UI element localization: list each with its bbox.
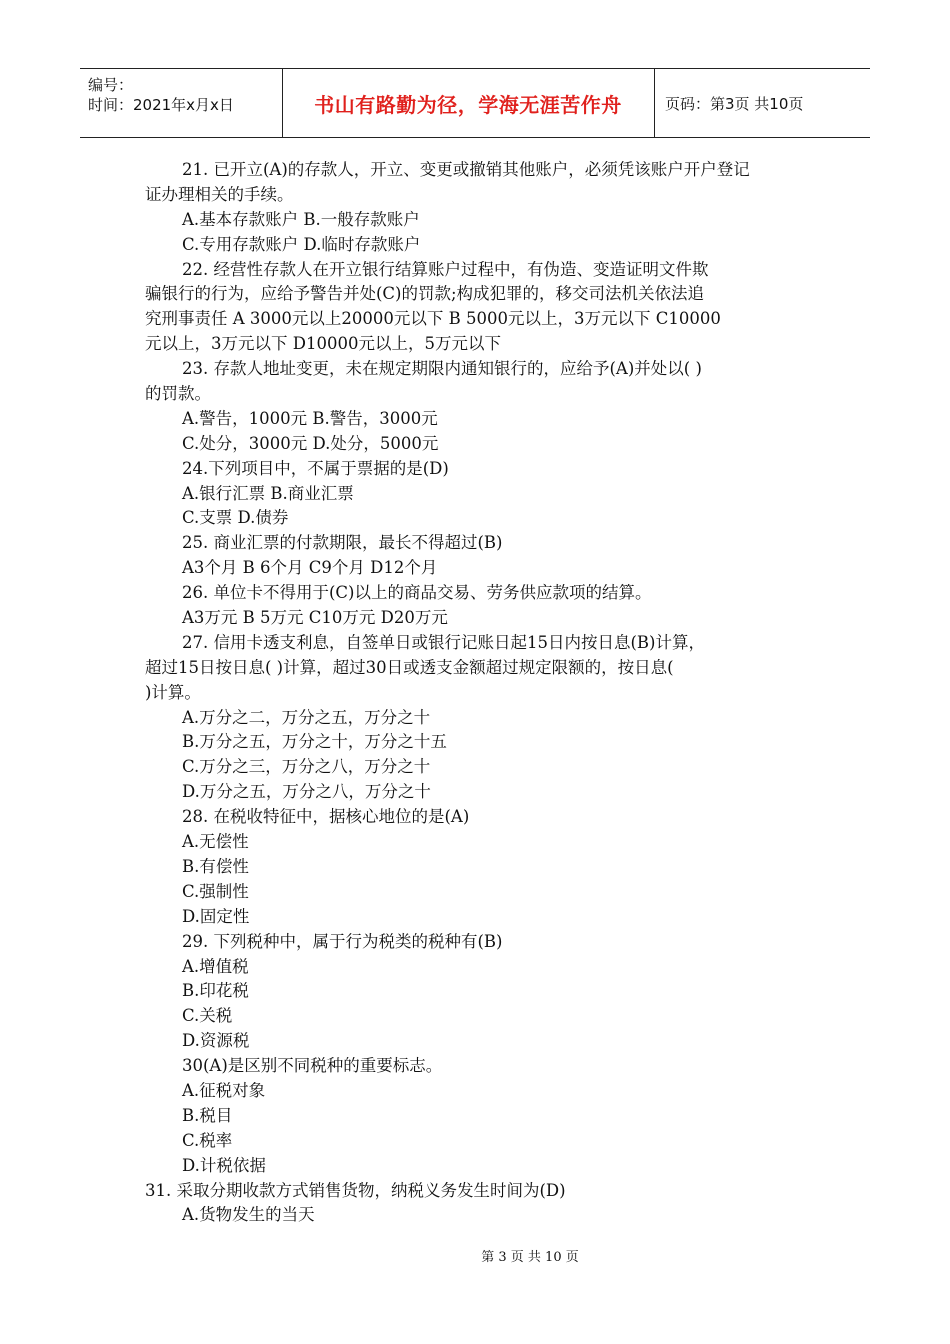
text-line: A.货物发生的当天 xyxy=(182,1205,315,1225)
text-line: 超过15日按日息( )计算，超过30日或透支金额超过规定限额的，按日息( xyxy=(145,657,674,677)
text-line: B.税目 xyxy=(182,1105,233,1125)
text-line: 31. 采取分期收款方式销售货物，纳税义务发生时间为(D) xyxy=(145,1180,566,1200)
text-line: C.处分，3000元 D.处分，5000元 xyxy=(182,433,439,453)
text-line: B.有偿性 xyxy=(182,856,249,876)
text-line: 证办理相关的手续。 xyxy=(145,184,294,204)
text-line: C.万分之三，万分之八，万分之十 xyxy=(182,757,431,777)
text-line: 29. 下列税种中，属于行为税类的税种有(B) xyxy=(182,931,503,951)
text-line: A.增值税 xyxy=(182,956,249,976)
text-line: A.警告，1000元 B.警告，3000元 xyxy=(182,408,438,428)
text-line: 骗银行的行为，应给予警告并处(C)的罚款;构成犯罪的，移交司法机关依法追 xyxy=(145,284,705,304)
text-line: 21. 已开立(A)的存款人，开立、变更或撤销其他账户，必须凭该账户开户登记 xyxy=(182,160,750,179)
text-line: B.印花税 xyxy=(182,981,249,1001)
text-line: 28. 在税收特征中，据核心地位的是(A) xyxy=(182,807,470,827)
text-line: 26. 单位卡不得用于(C)以上的商品交易、劳务供应款项的结算。 xyxy=(182,583,652,603)
document-body xyxy=(145,158,810,1228)
text-line: A.银行汇票 B.商业汇票 xyxy=(182,483,354,503)
text-line: 的罚款。 xyxy=(145,384,211,404)
header-motto: 书山有路勤为径，学海无涯苦作舟 xyxy=(314,93,622,117)
text-line: A.征税对象 xyxy=(182,1080,266,1100)
text-line: 22. 经营性存款人在开立银行结算账户过程中，有伪造、变造证明文件欺 xyxy=(182,259,709,279)
page-footer: 第 3 页 共 10 页 xyxy=(481,1250,579,1265)
text-line: 25. 商业汇票的付款期限，最长不得超过(B) xyxy=(182,533,503,553)
header-divider-right xyxy=(654,69,655,137)
text-line: C.强制性 xyxy=(182,881,249,901)
text-line: 30(A)是区别不同税种的重要标志。 xyxy=(182,1056,443,1076)
text-line: D.固定性 xyxy=(182,906,250,926)
text-line: D.资源税 xyxy=(182,1031,250,1051)
text-line: C.税率 xyxy=(182,1130,233,1150)
text-line: A3个月 B 6个月 C9个月 D12个月 xyxy=(182,558,438,578)
text-line: C.支票 D.债券 xyxy=(182,508,289,528)
text-line: B.万分之五，万分之十，万分之十五 xyxy=(182,732,447,752)
text-line: C.专用存款账户 D.临时存款账户 xyxy=(182,234,421,254)
text-line: 24.下列项目中，不属于票据的是(D) xyxy=(182,458,449,478)
text-line: D.计税依据 xyxy=(182,1155,266,1175)
text-line: D.万分之五，万分之八，万分之十 xyxy=(182,782,431,802)
text-line: 23. 存款人地址变更，未在规定期限内通知银行的，应给予(A)并处以( ) xyxy=(182,359,702,379)
text-line: A.基本存款账户 B.一般存款账户 xyxy=(182,209,420,229)
text-line: A.无偿性 xyxy=(182,832,249,852)
text-line: A.万分之二，万分之五，万分之十 xyxy=(182,707,431,727)
text-line: 27. 信用卡透支利息，自签单日或银行记账日起15日内按日息(B)计算， xyxy=(182,632,705,652)
date-label: 时间：2021年x月x日 xyxy=(88,96,234,114)
header-meta xyxy=(88,75,234,115)
number-label: 编号： xyxy=(88,76,134,94)
text-line: A3万元 B 5万元 C10万元 D20万元 xyxy=(182,608,448,628)
text-line: )计算。 xyxy=(145,682,201,702)
page-header xyxy=(80,68,870,138)
header-page-number: 页码：第3页 共10页 xyxy=(665,95,804,113)
text-line: C.关税 xyxy=(182,1006,233,1026)
text-line: 元以上，3万元以下 D10000元以上，5万元以下 xyxy=(145,334,501,354)
text-line: 究刑事责任 A 3000元以上20000元以下 B 5000元以上，3万元以下 C10000 xyxy=(145,309,721,329)
